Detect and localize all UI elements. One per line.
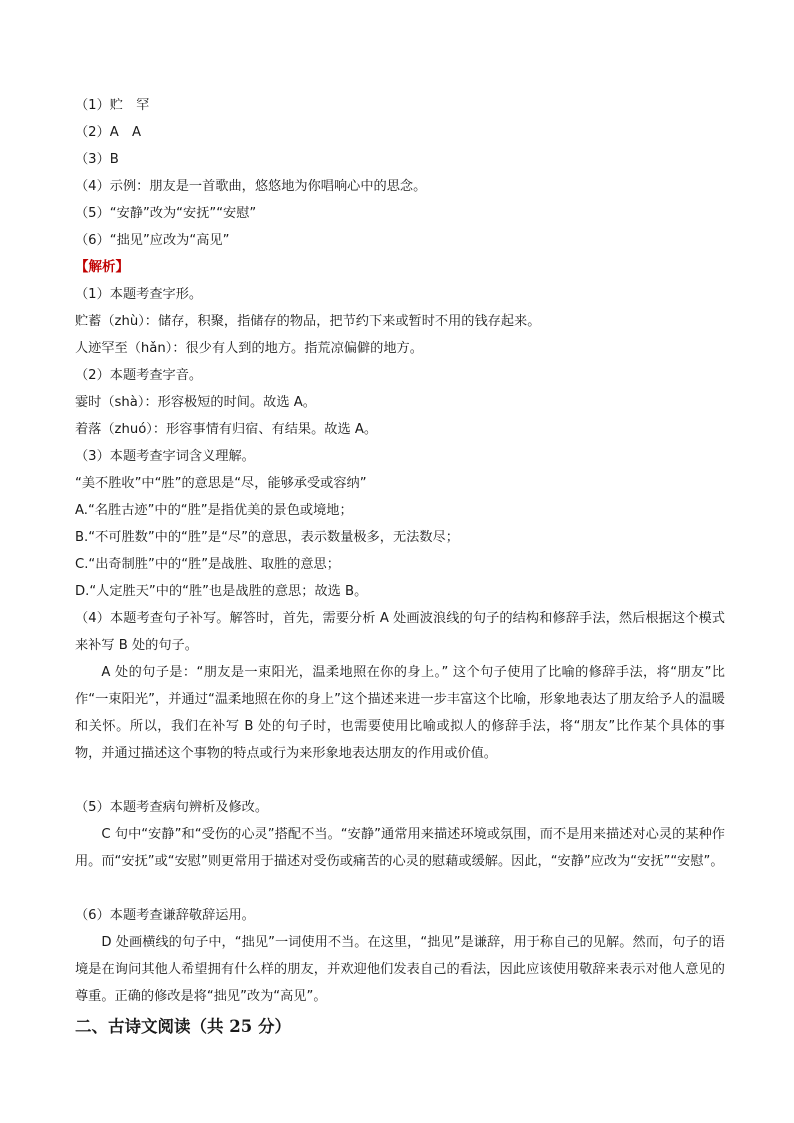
- q1-line-1: 贮蓄（zhù）：储存，积聚，指储存的物品，把节约下来或暂时不用的钱存起来。: [75, 314, 541, 329]
- q4-body: A 处的句子是：“朋友是一束阳光，温柔地照在你的身上。” 这个句子使用了比喻的修辞手法，将“朋友”比作“一束阳光”，并通过“温柔地照在你的身上”这个描述来进一步丰富这个比喻，形象地表达了朋友给予人的温暖和关怀。所以，我们在补写 B 处的句子时，也需要使用比喻或拟人的修辞手法，将“朋友”比作某个具体的事物，并通过描述这个事物的特点或行为来形象地表达朋友的作用或价值。: [75, 665, 725, 761]
- q5-title: （5）本题考查病句辨析及修改。: [75, 800, 269, 815]
- q3-option-b: B.“不可胜数”中的“胜”是“尽”的意思，表示数量极多，无法数尽；: [75, 530, 459, 545]
- q3-title: （3）本题考查字词含义理解。: [75, 449, 255, 464]
- q1-title: （1）本题考查字形。: [75, 287, 203, 302]
- answer-3: （3）B: [75, 152, 119, 167]
- q1-line-2: 人迹罕至（hǎn）：很少有人到的地方。指荒凉偏僻的地方。: [75, 341, 423, 356]
- q2-title: （2）本题考查字音。: [75, 368, 203, 383]
- q2-line-2: 着落（zhuó）：形容事情有归宿、有结果。故选 A。: [75, 422, 378, 437]
- answer-1: （1）贮 罕: [75, 98, 150, 113]
- q6-body: D 处画横线的句子中，“拙见”一词使用不当。在这里，“拙见”是谦辞，用于称自己的见解。然而，句子的语境是在询问其他人希望拥有什么样的朋友，并欢迎他们发表自己的看法，因此应该使用敬辞来表示对他人意见的尊重。正确的修改是将“拙见”改为“高见”。: [75, 935, 725, 1004]
- q4-title: （4）本题考查句子补写。解答时，首先，需要分析 A 处画波浪线的句子的结构和修辞手法，然后根据这个模式来补写 B 处的句子。: [75, 611, 725, 653]
- answer-4: （4）示例：朋友是一首歌曲，悠悠地为你唱响心中的思念。: [75, 179, 427, 194]
- answer-2: （2）A A: [75, 125, 141, 140]
- q3-line-1: “美不胜收”中“胜”的意思是“尽，能够承受或容纳”: [75, 476, 367, 491]
- q3-option-a: A.“名胜古迹”中的“胜”是指优美的景色或境地；: [75, 503, 353, 518]
- q3-option-c: C.“出奇制胜”中的“胜”是战胜、取胜的意思；: [75, 557, 340, 572]
- q3-option-d: D.“人定胜天”中的“胜”也是战胜的意思；故选 B。: [75, 584, 368, 599]
- answer-6: （6）“拙见”应改为“高见”: [75, 233, 230, 248]
- q6-title: （6）本题考查谦辞敬辞运用。: [75, 908, 255, 923]
- answer-5: （5）“安静”改为“安抚”“安慰”: [75, 206, 257, 221]
- answer-page: [75, 92, 725, 1042]
- q2-line-1: 霎时（shà）：形容极短的时间。故选 A。: [75, 395, 316, 410]
- q5-body: C 句中“安静”和“受伤的心灵”搭配不当。“安静”通常用来描述环境或氛围，而不是用来描述对心灵的某种作用。而“安抚”或“安慰”则更常用于描述对受伤或痛苦的心灵的慰藉或缓解。因此，“安静”应改为“安抚”“安慰”。: [75, 827, 725, 869]
- analysis-label: 【解析】: [75, 259, 129, 275]
- section-heading: 二、古诗文阅读（共 25 分）: [75, 1017, 291, 1036]
